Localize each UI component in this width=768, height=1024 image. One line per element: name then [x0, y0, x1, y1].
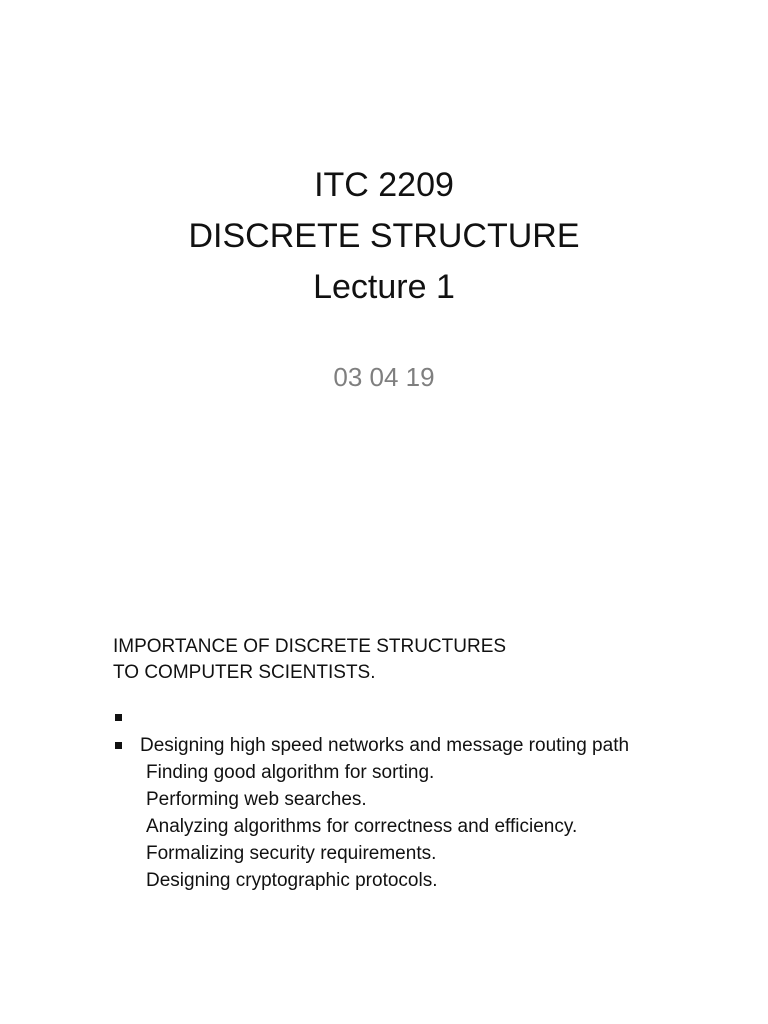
- section-heading-line-1: IMPORTANCE OF DISCRETE STRUCTURES: [113, 636, 507, 657]
- sub-item: Analyzing algorithms for correctness and efficiency.: [146, 816, 578, 837]
- section-heading-line-2: [113, 660, 506, 686]
- sub-item: Finding good algorithm for sorting.: [146, 762, 435, 783]
- bullet-list: [113, 704, 753, 894]
- sub-item-list: [146, 759, 768, 894]
- square-bullet-icon: [115, 714, 122, 721]
- sub-item: Designing cryptographic protocols.: [146, 870, 438, 891]
- list-item: [113, 704, 753, 732]
- list-item-text: Designing high speed networks and message routing path: [140, 735, 630, 756]
- lecture-number: Lecture 1: [313, 268, 455, 306]
- sub-item: Formalizing security requirements.: [146, 843, 437, 864]
- title-block: [0, 160, 768, 313]
- sub-item: Performing web searches.: [146, 789, 367, 810]
- list-item: [113, 732, 753, 760]
- square-bullet-icon: [115, 742, 122, 749]
- lecture-date: 03 04 19: [333, 362, 435, 392]
- course-code: ITC 2209: [314, 166, 454, 204]
- course-name: DISCRETE STRUCTURE: [188, 217, 580, 255]
- section-heading-period: .: [370, 662, 376, 683]
- section-heading: [113, 634, 506, 686]
- section-heading-line-2-text: TO COMPUTER SCIENTISTS: [113, 662, 371, 683]
